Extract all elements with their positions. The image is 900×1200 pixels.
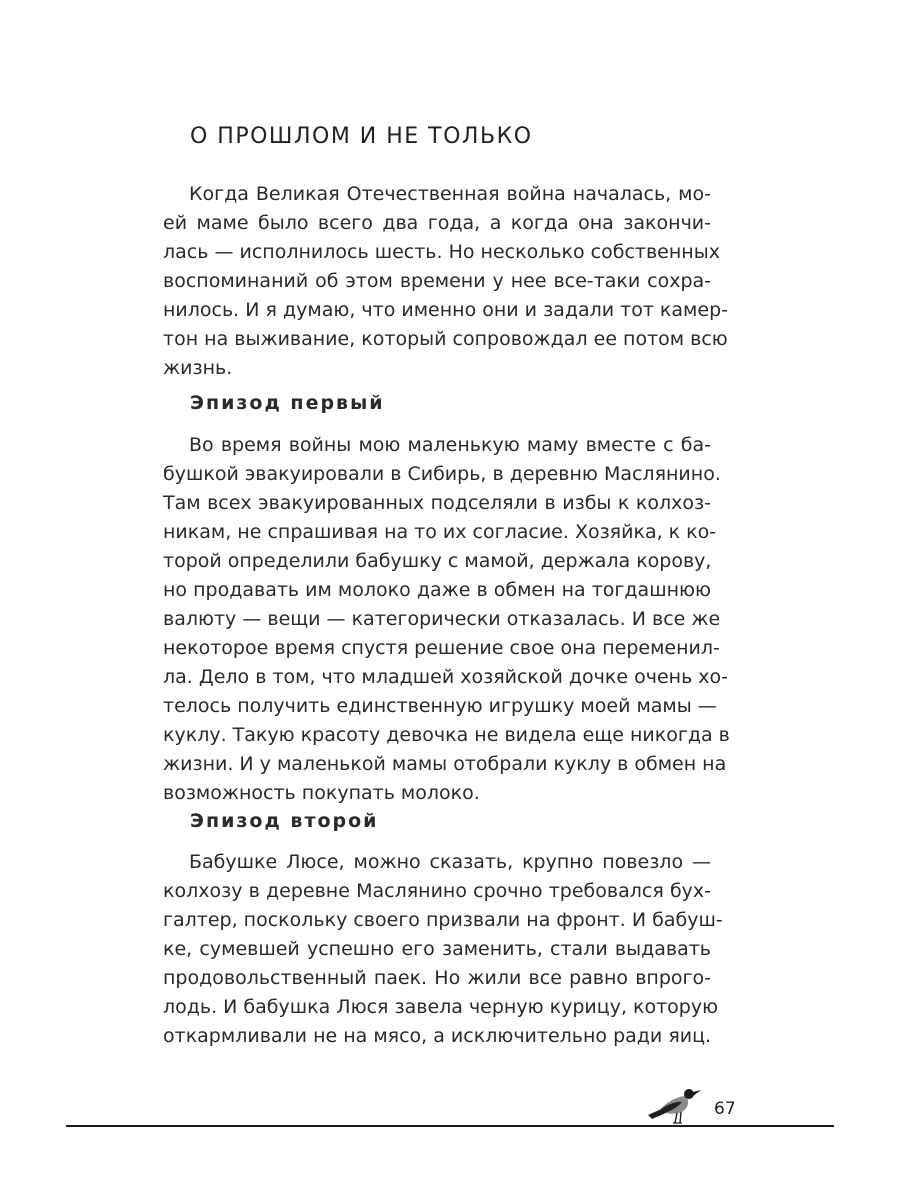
text-line: откармливали не на мясо, а исключительно ради яиц. [163,1025,712,1047]
text-line: валюту — вещи — категорически отказалась. И все же [163,608,721,630]
text-line: ке, сумевшей успешно его заменить, стали выдавать [163,938,711,960]
text-line: никам, не спрашивая на то их согласие. Хозяйка, к ко- [163,521,717,543]
text-line: лась — исполнилось шесть. Но несколько собственных [163,241,720,263]
text-line: нилось. И я думаю, что именно они и задали тот камер- [163,299,728,321]
text-line: воспоминаний об этом времени у нее все-таки сохра- [163,270,711,292]
episode-2-paragraph [163,848,723,1051]
text-line: ла. Дело в том, что младшей хозяйской дочке очень хо- [163,666,729,688]
text-line: продовольственный паек. Но жили все равно впрого- [163,967,711,989]
episode-1-paragraph [163,431,730,808]
text-line: телось получить единственную игрушку моей мамы — [163,695,717,717]
text-line: некоторое время спустя решение свое она переменил- [163,637,720,659]
text-line: колхозу в деревне Маслянино срочно требовался бух- [163,880,711,902]
text-line: Когда Великая Отечественная война началась, мо- [189,183,711,205]
text-line: галтер, поскольку своего призвали на фронт. И бабуш- [163,909,723,931]
text-line: лодь. И бабушка Люся завела черную курицу, которую [163,996,719,1018]
text-line: тон на выживание, который сопровождал ее потом всю [163,328,728,350]
text-line: Во время войны мою маленькую маму вместе с ба- [189,434,711,456]
text-line: но продавать им молоко даже в обмен на тогдашнюю [163,579,711,601]
text-line: куклу. Такую красоту девочка не видела еще никогда в [163,724,730,746]
text-line: жизнь. [163,357,233,379]
text-line: возможность покупать молоко. [163,782,480,804]
text-line: ей маме было всего два года, а когда она закончи- [163,212,711,234]
text-line: жизни. И у маленькой мамы отобрали куклу в обмен на [163,753,727,775]
text-line: Бабушке Люсе, можно сказать, крупно повезло — [189,851,711,873]
episode-2-heading: Эпизод второй [190,810,379,832]
crow-icon [646,1082,704,1128]
text-line: бушкой эвакуировали в Сибирь, в деревню Маслянино. [163,463,721,485]
text-line: Там всех эвакуированных подселяли в избы к колхоз- [163,492,711,514]
footer-rule [66,1125,834,1127]
episode-1-heading: Эпизод первый [190,392,385,414]
text-line: торой определили бабушку с мамой, держала корову, [163,550,712,572]
page-number: 67 [714,1099,736,1119]
intro-paragraph [163,180,728,383]
chapter-title: О ПРОШЛОМ И НЕ ТОЛЬКО [190,124,533,149]
